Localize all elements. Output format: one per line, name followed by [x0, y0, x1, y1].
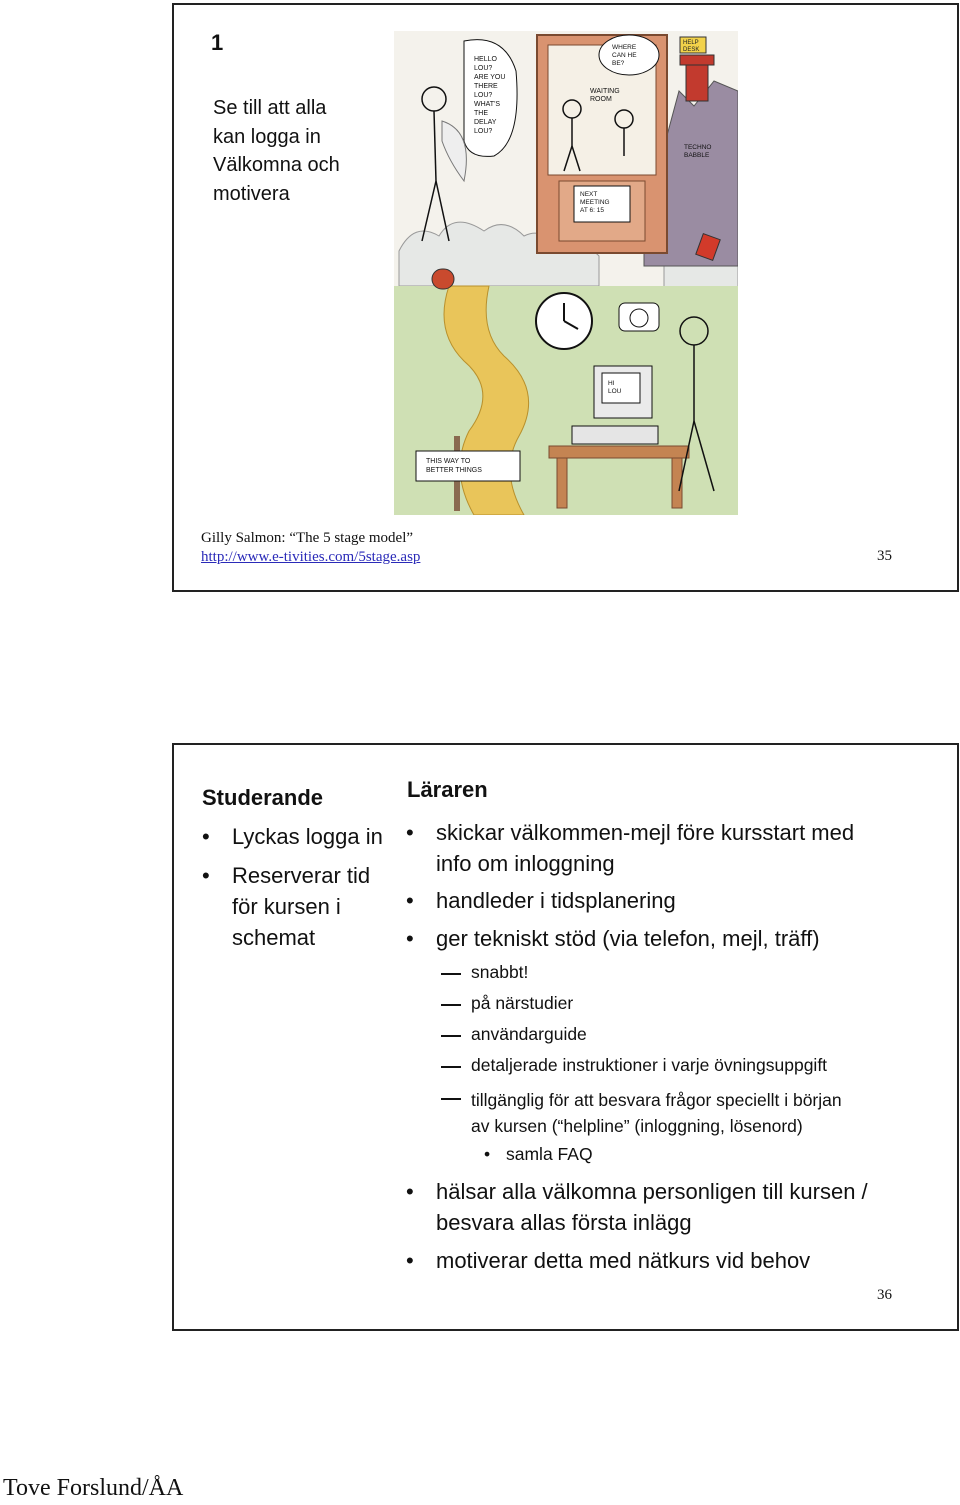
slide-36 [172, 743, 959, 1331]
sub-item [471, 1024, 587, 1045]
sub-line: på närstudier [471, 993, 574, 1013]
lararen-item [436, 885, 676, 916]
sub-line: tillgänglig för att besvara frågor speciellt i början [471, 1090, 842, 1110]
slide-number: 1 [211, 30, 224, 55]
lararen-item [436, 923, 820, 954]
item-line: • ger tekniskt stöd (via telefon, mejl, träff) [436, 926, 820, 951]
item-line: schemat [232, 925, 316, 950]
intro-line: Välkomna och [213, 154, 340, 176]
hello-lou-bubble: HELLO LOU? ARE YOU THERE LOU? WHAT'S THE DELAY LOU? [474, 56, 506, 135]
sub-line: snabbt! [471, 962, 529, 982]
intro-line: motivera [213, 182, 290, 205]
page-number: 35 [877, 548, 892, 564]
subsub-item [484, 1144, 593, 1165]
studerande-item [232, 860, 370, 953]
item-line: • handleder i tidsplanering [436, 888, 676, 913]
item-line: • Reserverar tid [232, 863, 371, 888]
lararen-item [436, 817, 854, 879]
sub-item [471, 1087, 842, 1139]
slide-35 [172, 3, 959, 592]
intro-line: Se till att alla [213, 97, 327, 119]
item-line: • motiverar detta med nätkurs vid behov [436, 1248, 811, 1273]
sub-item [471, 962, 528, 983]
better-things-sign: THIS WAY TO BETTER THINGS [426, 458, 482, 474]
sub-line: av kursen (“helpline” (inloggning, lösenord) [471, 1116, 803, 1136]
studerande-heading: Studerande [202, 785, 324, 810]
item-line: för kursen i [232, 894, 341, 919]
sub-line: detaljerade instruktioner i varje övningsuppgift [471, 1055, 828, 1075]
item-line: besvara allas första inlägg [436, 1210, 692, 1235]
caption-source: Gilly Salmon: “The 5 stage model” [201, 530, 414, 546]
item-line: • Lyckas logga in [232, 824, 383, 849]
subsub-line: samla FAQ [506, 1144, 593, 1164]
sub-item [471, 1055, 827, 1076]
lararen-heading: Läraren [407, 777, 488, 802]
sub-item [471, 993, 573, 1014]
lararen-item [436, 1245, 810, 1276]
author-footer: Tove Forslund/ÅA [3, 1475, 184, 1501]
techno-babble-label: TECHNO BABBLE [684, 144, 712, 159]
source-link[interactable]: http://www.e-tivities.com/5stage.asp [201, 549, 421, 565]
lararen-item [436, 1176, 868, 1238]
sub-line: användarguide [471, 1024, 587, 1044]
next-meeting-sign: NEXT MEETING AT 6: 15 [580, 191, 610, 214]
intro-line: kan logga in [213, 125, 321, 148]
help-desk-label: HELP DESK [683, 40, 700, 53]
intro-text [213, 94, 340, 208]
five-stage-cartoon [394, 31, 738, 515]
item-line: • hälsar alla välkomna personligen till kursen / [436, 1179, 868, 1204]
item-line: info om inloggning [436, 851, 615, 876]
image-caption [201, 529, 420, 567]
monitor-screen: HI LOU [608, 380, 622, 395]
bullet-icon: • [484, 1144, 491, 1164]
page-number: 36 [877, 1287, 892, 1303]
item-line: • skickar välkommen-mejl före kursstart med [436, 820, 855, 845]
where-bubble: WHERE CAN HE BE? [612, 44, 637, 67]
waiting-room-label: WAITING ROOM [590, 88, 620, 103]
studerande-item [232, 821, 383, 852]
